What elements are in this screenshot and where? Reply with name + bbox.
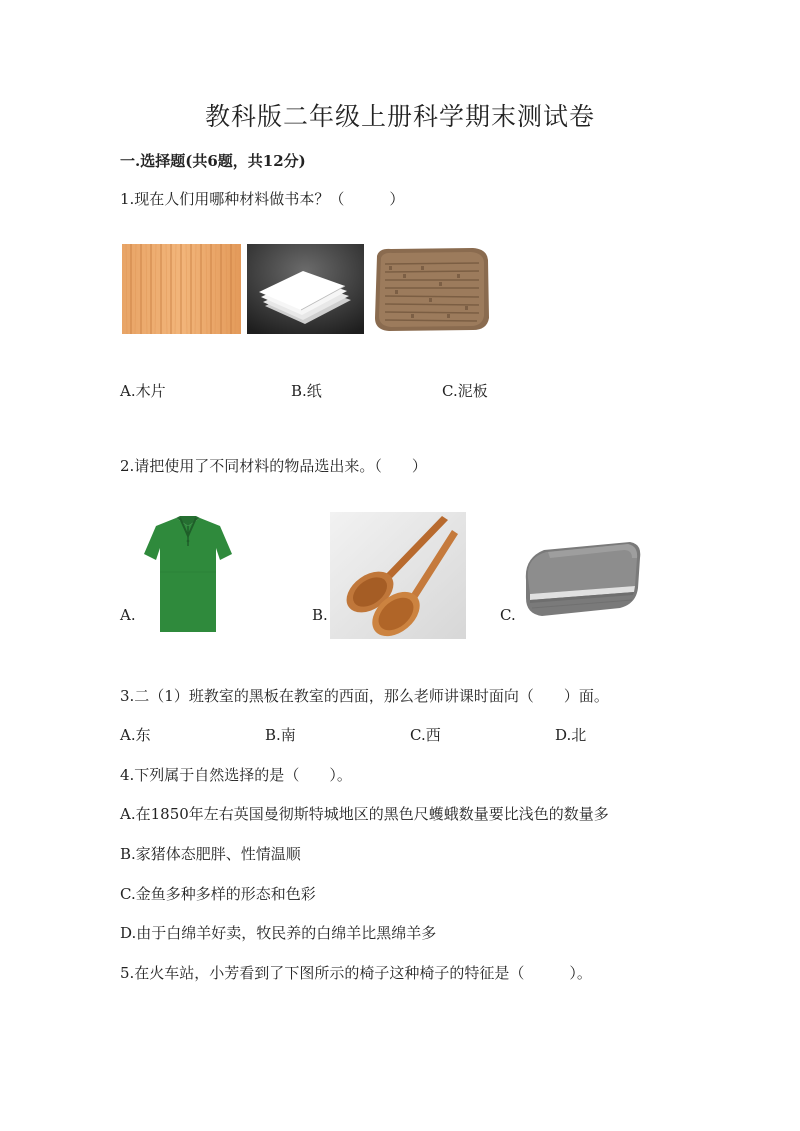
q4-option-c: C.金鱼多种多样的形态和色彩 [120, 885, 316, 903]
wooden-spoons-image [330, 512, 466, 639]
q3-option-a: A.东 [120, 726, 151, 744]
folded-towel-image [520, 528, 644, 626]
question-3: 3.二（1）班教室的黑板在教室的西面，那么老师讲课时面向（ ）面。 [120, 687, 609, 705]
wood-planks-image [122, 244, 241, 334]
question-1: 1.现在人们用哪种材料做书本？（ ） [120, 190, 405, 208]
q4-option-b: B.家猪体态肥胖、性情温顺 [120, 845, 301, 863]
q4-option-a: A.在1850年左右英国曼彻斯特城地区的黑色尺蠖蛾数量要比浅色的数量多 [120, 805, 609, 823]
question-2: 2.请把使用了不同材料的物品选出来。（ ） [120, 457, 427, 475]
q1-option-b: B.纸 [291, 382, 322, 400]
question-4: 4.下列属于自然选择的是（ ）。 [120, 766, 352, 784]
q2-option-a: A. [120, 606, 136, 624]
green-shirt-image [140, 512, 236, 636]
q4-option-d: D.由于白绵羊好卖，牧民养的白绵羊比黑绵羊多 [120, 924, 437, 942]
clay-tablet-image [369, 244, 491, 334]
paper-stack-image [247, 244, 364, 334]
q3-option-c: C.西 [410, 726, 441, 744]
q3-option-d: D.北 [555, 726, 587, 744]
q1-option-a: A.木片 [120, 382, 166, 400]
section-heading: 一.选择题(共6题，共12分) [120, 152, 306, 170]
q3-option-b: B.南 [265, 726, 296, 744]
question-5: 5.在火车站，小芳看到了下图所示的椅子这种椅子的特征是（ ）。 [120, 964, 592, 982]
q2-option-b: B. [312, 606, 328, 624]
q2-option-c: C. [500, 606, 516, 624]
page-title: 教科版二年级上册科学期末测试卷 [204, 102, 595, 131]
q1-option-c: C.泥板 [442, 382, 488, 400]
